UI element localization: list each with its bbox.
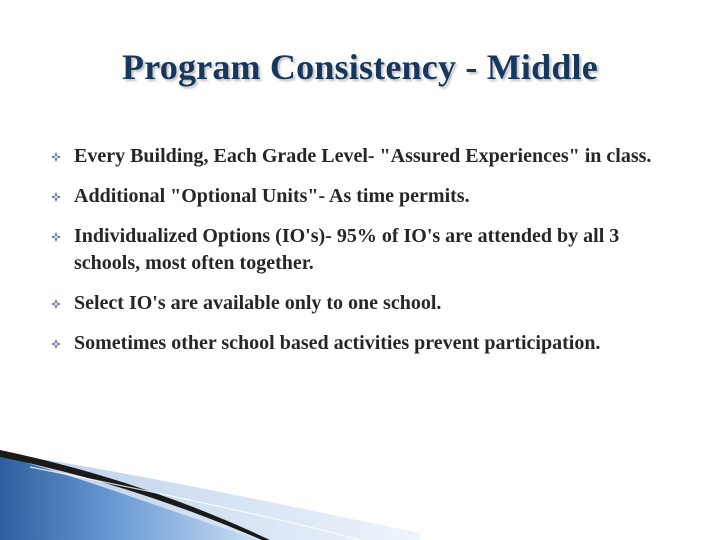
bullet-item (50, 330, 670, 357)
checkmark-star-bullet-icon (50, 298, 62, 310)
bullet-item (50, 223, 670, 277)
bullet-text: Additional "Optional Units"- As time permits. (74, 185, 470, 207)
checkmark-star-bullet-icon (50, 191, 62, 203)
decorative-corner-swoosh (0, 445, 720, 540)
checkmark-star-bullet-icon (50, 231, 62, 243)
checkmark-star-bullet-icon (50, 151, 62, 163)
bullet-list (50, 143, 670, 370)
bullet-item (50, 143, 670, 170)
bullet-text: Select IO's are available only to one school. (74, 292, 442, 314)
bullet-text: Sometimes other school based activities prevent participation. (74, 332, 601, 354)
bullet-text: Individualized Options (IO's)- 95% of IO's are attended by all 3 schools, most often together. (74, 225, 620, 274)
slide-title: Program Consistency - Middle (122, 47, 598, 87)
bullet-item (50, 290, 670, 317)
checkmark-star-bullet-icon (50, 338, 62, 350)
bullet-item (50, 183, 670, 210)
bullet-text: Every Building, Each Grade Level- "Assured Experiences" in class. (74, 145, 652, 167)
